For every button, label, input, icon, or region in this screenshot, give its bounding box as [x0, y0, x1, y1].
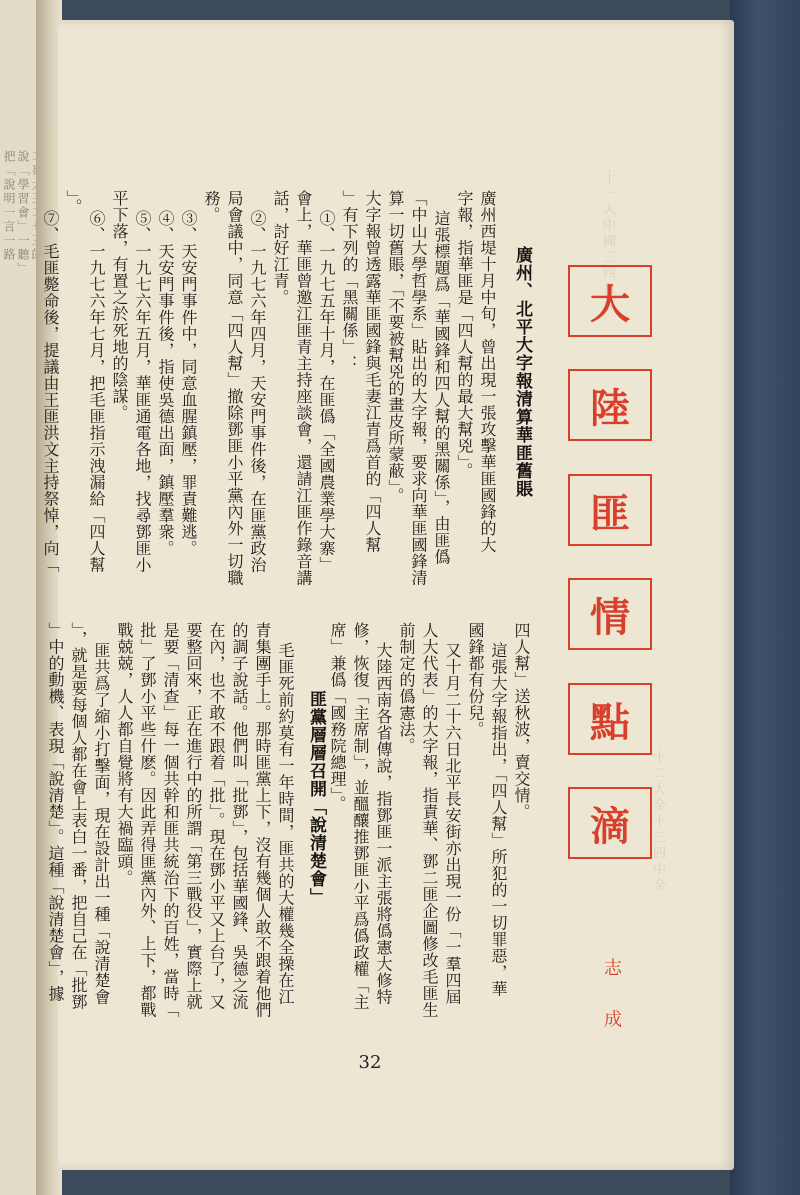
title-char: 陸	[590, 385, 630, 432]
text-column: 」有下列的「黑關係」：	[340, 190, 359, 372]
title-char: 點	[590, 699, 630, 746]
text-column: ⑦、毛匪斃命後，提議由王匪洪文主持祭悼，向「	[41, 210, 60, 573]
text-column: 在內，也不敢不跟着「批」。現在鄧小平又上台了，又	[207, 622, 226, 1010]
text-column: 前制定的僞憲法。	[397, 622, 416, 754]
title-char: 情	[590, 594, 630, 641]
text-column: 務。	[202, 190, 221, 223]
text-column: 大字報曾透露華匪國鋒與毛妻江青爲首的「四人幫	[363, 190, 382, 553]
title-char-box	[568, 369, 652, 441]
text-column: 這張大字報指出，「四人幫」所犯的一切罪惡，華	[489, 642, 508, 997]
text-column: 」。	[64, 190, 83, 215]
title-char-box	[568, 265, 652, 337]
text-column: 這張標題爲「華國鋒和四人幫的黑關係」，由匪僞	[432, 210, 451, 565]
title-char-box	[568, 474, 652, 546]
text-column: 局會議中，同意「四人幫」撤除鄧匪小平黨內外一切職	[225, 190, 244, 586]
text-column: 國鋒都有份兒。	[466, 622, 485, 738]
text-column: 青集團手上。那時匪黨上下，沒有幾個人敢不跟着他們	[253, 622, 272, 1018]
text-column: ③、天安門事件中，同意血腥鎮壓，罪責難逃。	[179, 210, 198, 557]
text-column: ④、天安門事件後，指使吳德出面，鎮壓羣衆。	[156, 210, 175, 557]
text-column: 戰兢兢，人人都自覺將有大禍臨頭。	[115, 622, 134, 886]
text-column: ⑥、一九七六年七月，把毛匪指示洩漏給「四人幫	[87, 210, 106, 573]
previous-page-text: 把「說明一言一路	[2, 150, 16, 262]
text-column: 要整回來，正在進行中的所謂「第三戰役」，實際上就	[184, 622, 203, 1010]
title-char: 大	[590, 281, 630, 328]
text-column: 又十月二十六日北平長安街亦出現一份「一羣四屆	[443, 642, 462, 1005]
section-heading: 廣州、北平大字報清算華匪舊賬	[512, 246, 532, 498]
book-cover-edge	[730, 0, 800, 1195]
title-char: 滴	[590, 803, 630, 850]
text-column: 算一切舊賬，「不要被幫兇的畫皮所蒙蔽」。	[386, 190, 405, 504]
text-column: ①、一九七五年十月，在匪僞「全國農業學大寨」	[317, 210, 336, 573]
title-char-box	[568, 787, 652, 859]
text-column: 會上，華匪曾邀江匪青主持座談會，還請江匪作錄音講	[294, 190, 313, 586]
section-heading: 匪黨層層召開「說清楚會」	[306, 690, 326, 906]
page-number: 32	[358, 1052, 382, 1073]
text-column: 匪共爲了縮小打擊面，現在設計出一種「說清楚會	[92, 642, 111, 1005]
text-column: 」中的動機、表現「說清楚」。這種「說清楚會」，據	[46, 622, 65, 1002]
text-column: 的調子說話。他們叫「批鄧」，包括華國鋒、吳德之流	[230, 622, 249, 1010]
text-column: ②、一九七六年四月，天安門事件後，在匪黨政治	[248, 210, 267, 573]
text-column: 大陸西南各省傳說，指鄧匪一派主張將僞憲大修特	[374, 642, 393, 1005]
text-column: 四人幫」送秋波，賣交情。	[512, 622, 531, 820]
text-column: 「中山大學哲學系」貼出的大字報，要求向華匪國鋒清	[409, 190, 428, 586]
text-column: 平下落，有置之於死地的陰謀。	[110, 190, 129, 421]
title-char: 匪	[590, 490, 630, 537]
author-name: 志 成	[601, 958, 622, 1042]
show-through-text: 十二大全十三四中全	[650, 750, 665, 894]
text-column: ⑤、一九七六年五月，華匪通電各地，找尋鄧匪小	[133, 210, 152, 573]
text-column: 修，恢復「主席制」，並醞釀推鄧匪小平爲僞政權「主	[351, 622, 370, 1010]
title-char-box	[568, 578, 652, 650]
text-column: 字報，指華匪是「四人幫的最大幫兇」。	[455, 190, 474, 479]
text-column: 是要「清查」每一個共幹和匪共統治下的百姓，當時「	[161, 622, 180, 1018]
text-column: 話，討好江青。	[271, 190, 290, 306]
text-column: 席」兼僞「國務院總理」。	[328, 622, 347, 812]
previous-page-text: 說「學習會」一聽」	[16, 150, 30, 276]
text-column: 毛匪死前約莫有一年時間，匪共的大權幾全操在江	[276, 642, 295, 1005]
title-char-box	[568, 683, 652, 755]
text-column: 廣州西堤十月中旬，曾出現一張攻擊華匪國鋒的大	[478, 190, 497, 553]
show-through-text: 十一大中國三四月二	[600, 170, 615, 314]
text-column: 人大代表」的大字報，指責華、鄧二匪企圖修改毛匪生	[420, 622, 439, 1018]
text-column: 」，就是要每個人都在會上表白一番，把自己在「批鄧	[69, 622, 88, 1010]
text-column: 批」了鄧小平些什麽。因此弄得匪黨內外、上下，都戰	[138, 622, 157, 1018]
